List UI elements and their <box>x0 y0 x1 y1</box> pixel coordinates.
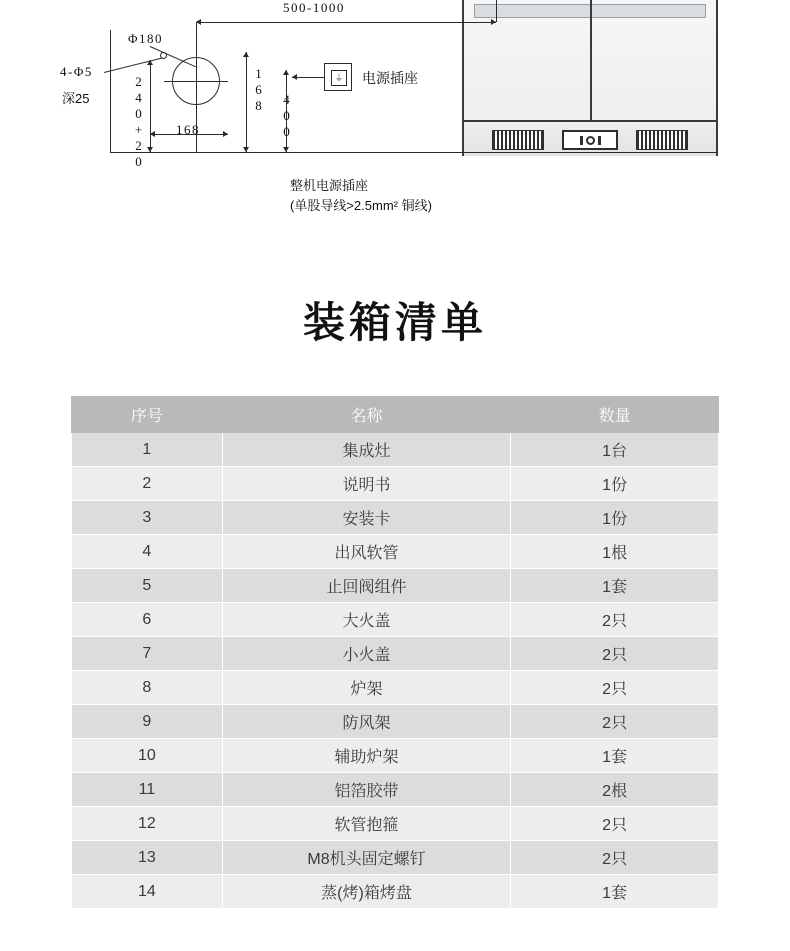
table-row <box>72 467 719 501</box>
cell-name: 软管抱箍 <box>222 807 511 841</box>
cell-name: 安装卡 <box>222 501 511 535</box>
appliance-divider <box>590 0 592 122</box>
packing-list-table <box>71 396 719 909</box>
cell-no: 2 <box>72 467 223 501</box>
cell-qty: 1份 <box>511 501 719 535</box>
table-row <box>72 773 719 807</box>
table-row <box>72 705 719 739</box>
caption-line-1: 整机电源插座 <box>290 178 369 193</box>
dim-vertical-left: 240+20 <box>131 74 146 170</box>
arrow-right-168h <box>223 131 228 137</box>
dim-inner-height: 168 <box>251 66 266 114</box>
cell-no: 5 <box>72 569 223 603</box>
appliance-base <box>464 120 716 156</box>
arrow-left-socket <box>292 74 297 80</box>
cell-no: 12 <box>72 807 223 841</box>
cell-name: M8机头固定螺钉 <box>222 841 511 875</box>
dim-line-168-vertical <box>246 52 247 152</box>
cell-name: 蒸(烤)箱烤盘 <box>222 875 511 909</box>
arrow-up-left <box>147 60 153 65</box>
cell-qty: 2根 <box>511 773 719 807</box>
dim-top-span: 500-1000 <box>283 0 345 15</box>
appliance-illustration <box>462 0 718 156</box>
cell-name: 集成灶 <box>222 433 511 467</box>
cell-no: 13 <box>72 841 223 875</box>
cell-qty: 2只 <box>511 807 719 841</box>
arrow-down-left <box>147 147 153 152</box>
cell-name: 炉架 <box>222 671 511 705</box>
cell-qty: 2只 <box>511 603 719 637</box>
power-socket-label: 电源插座 <box>362 70 418 86</box>
table-row <box>72 739 719 773</box>
cell-no: 1 <box>72 433 223 467</box>
cell-qty: 2只 <box>511 671 719 705</box>
leader-line-diameter <box>150 46 196 67</box>
cell-qty: 2只 <box>511 705 719 739</box>
arrow-down-168v <box>243 147 249 152</box>
cell-no: 9 <box>72 705 223 739</box>
table-row <box>72 433 719 467</box>
table-row <box>72 501 719 535</box>
cell-no: 8 <box>72 671 223 705</box>
page-title: 装箱清单 <box>302 299 487 346</box>
table-row <box>72 637 719 671</box>
arrow-down-400 <box>283 147 289 152</box>
cell-name: 辅助炉架 <box>222 739 511 773</box>
arrow-up-400 <box>283 70 289 75</box>
diagram-caption <box>290 176 432 216</box>
baseline <box>110 152 718 153</box>
cell-name: 大火盖 <box>222 603 511 637</box>
table-row <box>72 807 719 841</box>
cell-qty: 1根 <box>511 535 719 569</box>
table-row <box>72 603 719 637</box>
cell-no: 7 <box>72 637 223 671</box>
cell-name: 出风软管 <box>222 535 511 569</box>
vent-grille-right-icon <box>636 130 688 150</box>
table-body <box>72 433 719 909</box>
left-edge-line <box>110 30 111 152</box>
ext-line-right-top <box>496 0 497 22</box>
dim-hole-diameter: Φ180 <box>128 31 164 46</box>
dim-height-400: 400 <box>279 92 294 140</box>
dim-line-vertical-left <box>150 60 151 152</box>
table-row <box>72 875 719 909</box>
table-row <box>72 671 719 705</box>
cell-qty: 2只 <box>511 637 719 671</box>
power-socket-icon <box>324 63 352 91</box>
cell-name: 防风架 <box>222 705 511 739</box>
cell-no: 10 <box>72 739 223 773</box>
dim-inner-width: 168 <box>176 122 200 137</box>
table-header-row <box>72 397 719 433</box>
vent-grille-left-icon <box>492 130 544 150</box>
cell-qty: 1套 <box>511 739 719 773</box>
table-row <box>72 569 719 603</box>
control-panel-icon <box>562 130 618 150</box>
power-socket-symbol: ⏚ <box>331 70 347 86</box>
cell-no: 3 <box>72 501 223 535</box>
installation-diagram <box>0 0 790 235</box>
cell-qty: 1套 <box>511 569 719 603</box>
cell-name: 说明书 <box>222 467 511 501</box>
column-header-qty: 数量 <box>511 397 719 433</box>
cell-name: 铝箔胶带 <box>222 773 511 807</box>
leader-line-screw <box>104 57 162 72</box>
table-row <box>72 841 719 875</box>
cell-name: 止回阀组件 <box>222 569 511 603</box>
arrow-left-168h <box>150 131 155 137</box>
dim-screw-spec: 4-Φ5 <box>60 64 93 79</box>
dim-line-top <box>196 22 496 23</box>
column-header-name: 名称 <box>222 397 511 433</box>
cell-qty: 1份 <box>511 467 719 501</box>
dim-depth: 深25 <box>62 91 90 106</box>
table-row <box>72 535 719 569</box>
cell-no: 4 <box>72 535 223 569</box>
cell-no: 11 <box>72 773 223 807</box>
caption-line-2: (单股导线>2.5mm² 铜线) <box>290 198 432 213</box>
cell-qty: 1台 <box>511 433 719 467</box>
cell-no: 14 <box>72 875 223 909</box>
packing-list-table-wrap <box>71 396 719 909</box>
cell-qty: 1套 <box>511 875 719 909</box>
cell-qty: 2只 <box>511 841 719 875</box>
arrow-up-168v <box>243 52 249 57</box>
cell-no: 6 <box>72 603 223 637</box>
circle-center-v <box>196 49 197 113</box>
cell-name: 小火盖 <box>222 637 511 671</box>
column-header-no: 序号 <box>72 397 223 433</box>
